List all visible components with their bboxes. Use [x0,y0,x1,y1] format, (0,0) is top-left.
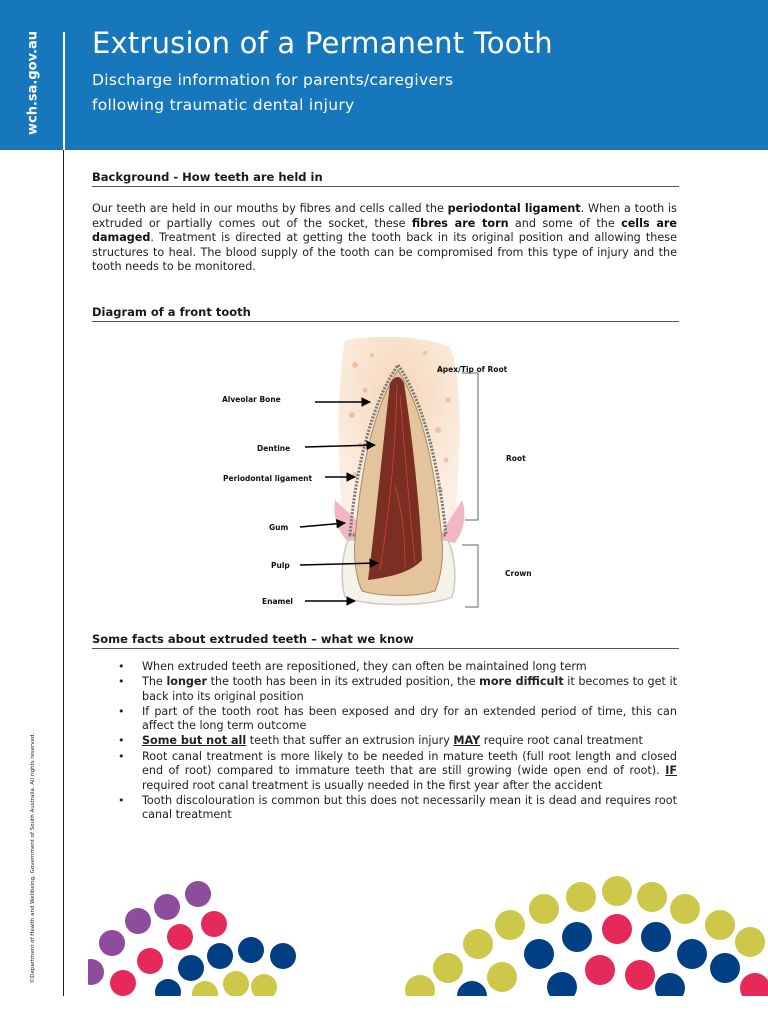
dot [487,962,517,992]
dot [602,914,632,944]
subtitle-line-1: Discharge information for parents/caregivers [92,71,454,89]
bg-text-1: Our teeth are held in our mouths by fibres and cells called the [92,202,448,215]
fact-text: it becomes to get it back into its original position [142,675,677,703]
fact-text: When extruded teeth are repositioned, they can often be maintained long term [142,660,587,673]
bullet: • [118,793,125,807]
facts-list [92,660,677,824]
crown-bracket [462,545,478,607]
dot [154,894,180,920]
subtitle-line-2: following traumatic dental injury [92,96,355,114]
fact-text: If part of the tooth root has been exposed and dry for an extended period of time, this can affect the long term outcome [142,704,677,733]
bg-text-2: . When a tooth is extruded or partially comes out of the socket, these [92,202,677,230]
bullet: • [118,704,125,718]
decorative-dots-left [88,875,308,996]
dot [223,971,249,996]
list-item [92,660,677,675]
list-item [92,675,677,704]
diagram-heading: Diagram of a front tooth [92,305,679,322]
dot [602,876,632,906]
copyright-notice: ©Department of Health and Wellbeing, Government of South Australia. All rights reserved. [30,732,36,984]
dot [167,924,193,950]
dot [566,882,596,912]
dot [705,910,735,940]
list-item [92,750,677,794]
dot [457,981,487,996]
dot [251,974,277,996]
dot [710,953,740,983]
label-gum: Gum [269,523,289,532]
bullet: • [118,749,125,763]
facts-heading: Some facts about extruded teeth – what we know [92,632,679,649]
dot [155,979,181,996]
dot [463,929,493,959]
dots-right-graphic [400,870,768,996]
page-subtitle [92,68,453,118]
dot [178,955,204,981]
decorative-dots-right [400,870,768,996]
label-crown: Crown [505,569,532,578]
dot [433,953,463,983]
dot [641,922,671,952]
site-url: wch.sa.gov.au [25,31,41,135]
dot [735,927,765,957]
label-pulp: Pulp [271,561,290,570]
fact-text: Tooth discolouration is common but this does not necessarily mean it is dead and requires root canal treatment [142,793,677,822]
bg-bold-cells: cells are damaged [92,216,677,245]
root-bracket [462,373,478,520]
background-heading: Background - How teeth are held in [92,170,679,187]
fact-bold: more difficult [479,675,564,689]
bg-text-4: . Treatment is directed at getting the tooth back in its original position and allowing these structures to heal. The blood supply of the tooth can be compromised from this type of injury and the tooth needs to be monitored. [92,231,677,274]
bg-text-3: and some of the [508,216,622,230]
dot [524,939,554,969]
dot [495,910,525,940]
fact-text: The [142,675,167,689]
dot [99,930,125,956]
tooth-diagram [200,335,560,620]
dot [125,908,151,934]
fact-text: the tooth has been in its extruded position, the [207,675,480,689]
list-item [92,794,677,823]
dot [625,960,655,990]
fact-underlined: Some but not all [142,734,247,748]
label-dentine: Dentine [257,444,291,453]
dot [655,973,685,996]
fact-bold: longer [166,675,208,689]
dots-left-graphic [88,875,308,996]
bg-bold-periodontal: periodontal ligament [447,202,581,215]
dot [270,943,296,969]
label-alveolar-bone: Alveolar Bone [222,395,281,404]
bullet: • [118,660,125,673]
dot [238,937,264,963]
fact-underlined: IF [665,764,677,778]
dot [207,943,233,969]
banner-divider [63,32,65,150]
page-title: Extrusion of a Permanent Tooth [92,26,553,60]
fact-text: require root canal treatment [480,734,643,748]
fact-text: Root canal treatment is more likely to be needed in mature teeth (full root length and closed end of root) compared to immature teeth that are still growing (wide open end of root). [142,749,677,778]
bullet: • [118,675,125,689]
dot [405,975,435,996]
background-paragraph [92,202,677,275]
dot [547,972,577,996]
dot [562,922,592,952]
dot [110,970,136,996]
list-item [92,734,677,749]
bg-bold-fibres: fibres are torn [411,216,509,230]
dot [740,973,768,996]
label-apex: Apex/Tip of Root [437,365,508,374]
side-divider [63,150,64,996]
fact-underlined: MAY [453,734,481,748]
dot [670,894,700,924]
dot [677,939,707,969]
dot [192,981,218,996]
dot [637,882,667,912]
list-item [92,705,677,734]
dot [88,959,104,985]
dot [201,911,227,937]
fact-text: required root canal treatment is usually needed in the first year after the accident [142,778,603,792]
label-root: Root [506,454,526,463]
dot [185,881,211,907]
dot [529,894,559,924]
dot [585,955,615,985]
label-periodontal: Periodontal ligament [223,474,313,483]
header-banner [0,0,768,150]
bullet: • [118,734,125,748]
label-enamel: Enamel [262,597,293,606]
fact-text: teeth that suffer an extrusion injury [246,734,454,748]
dot [137,948,163,974]
